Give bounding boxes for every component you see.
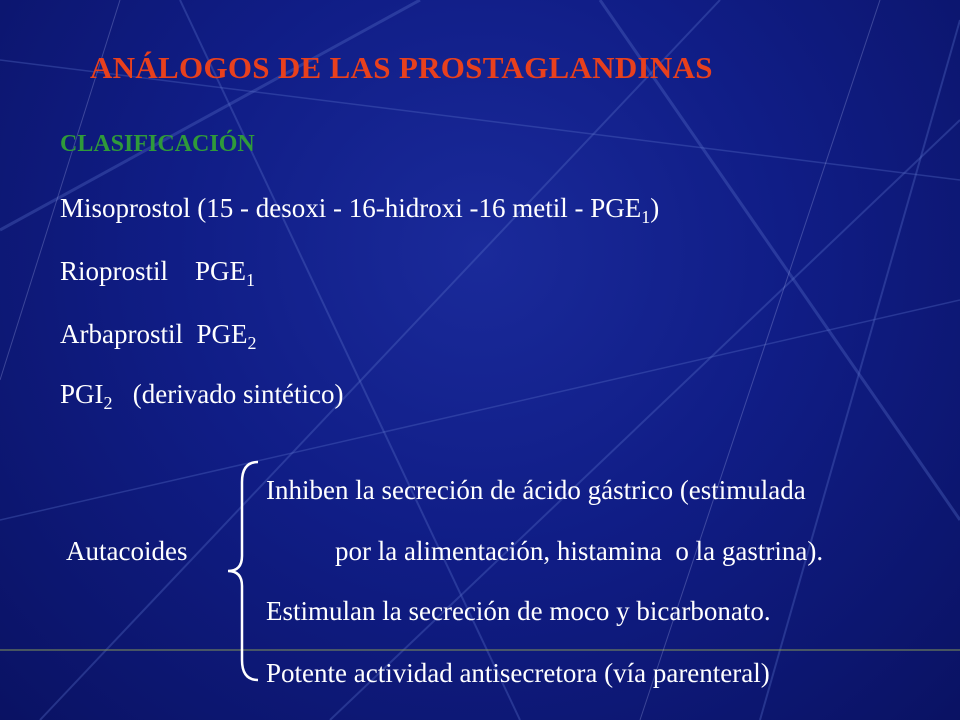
effect-line-4: Potente actividad antisecretora (vía parenteral) xyxy=(266,658,770,688)
curly-brace-icon xyxy=(224,460,264,682)
list-item-arbaprostil: Arbaprostil $PGE_2$ xyxy=(60,319,257,353)
list-item-pgi2: $PGI_2$ (derivado sintético) xyxy=(60,379,344,413)
effect-line-2: por la alimentación, histamina o la gastrina). xyxy=(335,536,824,566)
autacoides-label: Autacoides xyxy=(66,536,188,566)
slide-title: ANÁLOGOS DE LAS PROSTAGLANDINAS xyxy=(90,50,713,85)
effect-line-1: Inhiben la secreción de ácido gástrico (estimulada xyxy=(266,475,806,505)
effect-line-3: Estimulan la secreción de moco y bicarbonato. xyxy=(266,596,771,626)
list-item-misoprostol: Misoprostol (15 - desoxi - 16-hidroxi -16 metil - $PGE_1$) xyxy=(60,193,660,227)
list-item-rioprostil: Rioprostil $PGE_1$ xyxy=(60,256,256,290)
section-subtitle: CLASIFICACIÓN xyxy=(60,131,255,157)
